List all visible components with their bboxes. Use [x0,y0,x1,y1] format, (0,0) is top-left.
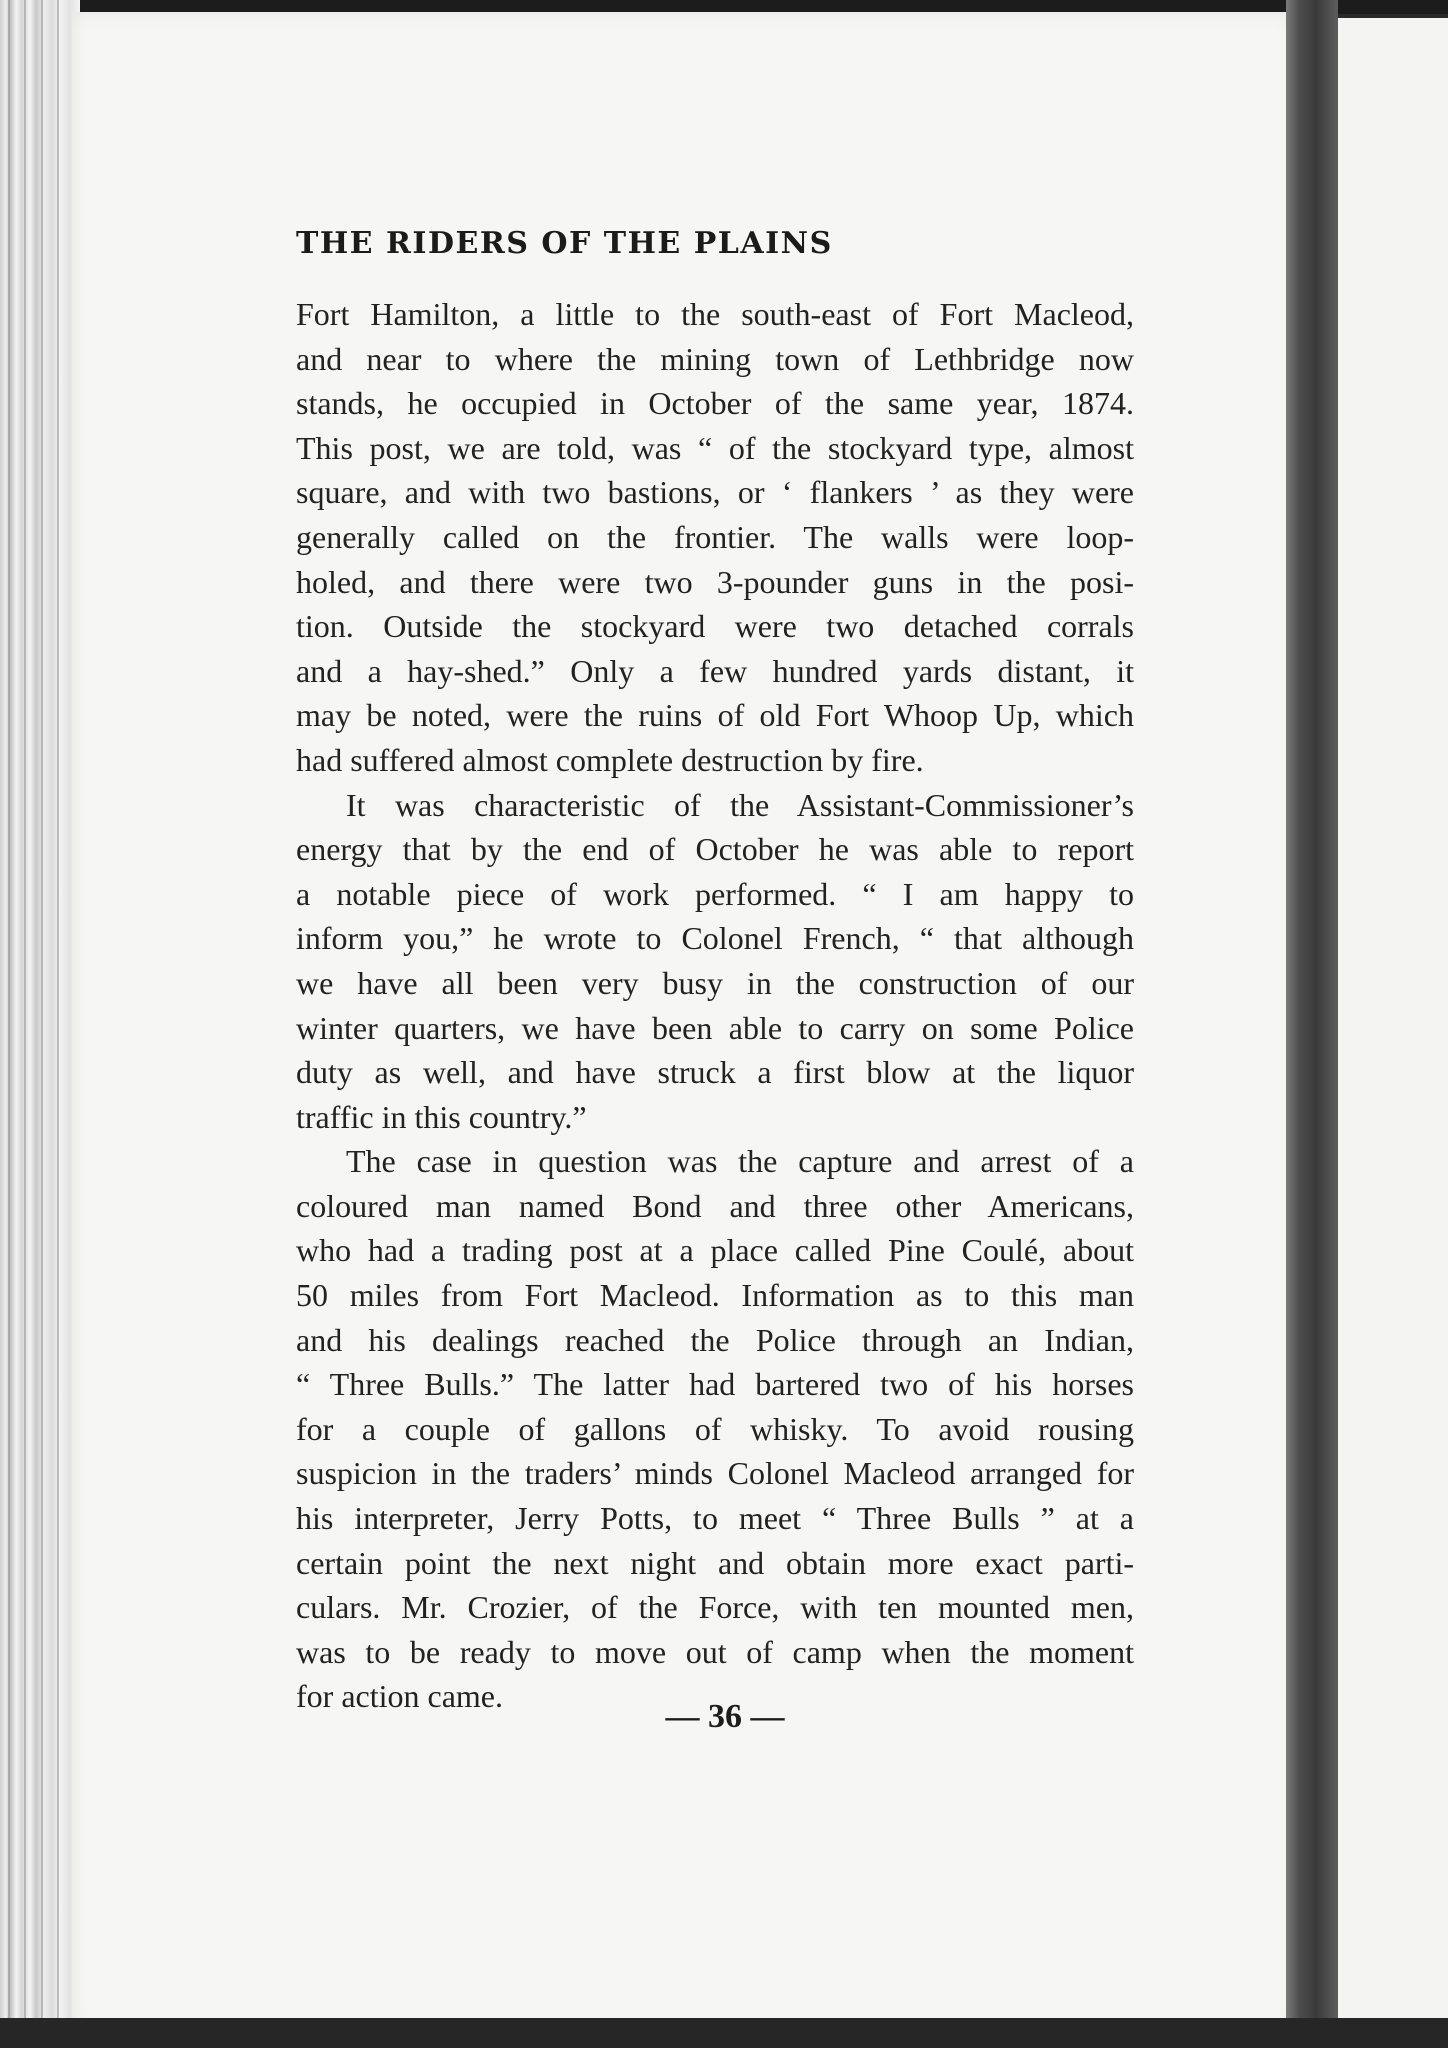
facing-page-edge [1338,18,1448,2048]
text-line: 50 miles from Fort Macleod. Information as to this man [296,1277,1134,1314]
text-line: and his dealings reached the Police through an Indian, [296,1321,1134,1358]
page-edge-line [41,0,43,2048]
text-line: energy that by the end of October he was able to report [296,831,1134,868]
text-line: Fort Hamilton, a little to the south-east of Fort Macleod, [296,296,1134,332]
book-binding-edge [0,0,80,2048]
text-line: generally called on the frontier. The walls were loop- [296,518,1134,555]
text-line: who had a trading post at a place called Pine Coulé, about [296,1232,1134,1269]
text-line: duty as well, and have struck a first blow at the liquor [296,1054,1134,1091]
text-line: culars. Mr. Crozier, of the Force, with ten mounted men, [296,1589,1134,1626]
text-line: “ Three Bulls.” The latter had bartered two of his horses [296,1366,1134,1403]
text-line: suspicion in the traders’ minds Colonel Macleod arranged for [296,1455,1134,1492]
page-edge-line [57,0,59,2048]
text-line: was to be ready to move out of camp when the moment [296,1633,1134,1670]
text-line: square, and with two bastions, or ‘ flankers ’ as they were [296,474,1134,511]
text-line: This post, we are told, was “ of the stockyard type, almost [296,429,1134,466]
page-number: — 36 — [665,1698,785,1735]
paragraph-1 [296,292,1134,783]
text-line: The case in question was the capture and arrest of a [346,1143,1134,1180]
paragraph-3 [296,1139,1134,1719]
page-edge-line [8,0,10,2048]
text-line: certain point the next night and obtain more exact parti- [296,1544,1134,1581]
text-line: we have all been very busy in the construction of our [296,964,1134,1001]
paragraph-2 [296,783,1134,1140]
text-line: may be noted, were the ruins of old Fort Whoop Up, which [296,697,1134,734]
text-line: coloured man named Bond and three other Americans, [296,1187,1134,1224]
text-line: stands, he occupied in October of the same year, 1874. [296,385,1134,422]
text-line: winter quarters, we have been able to carry on some Police [296,1009,1134,1046]
text-line: for action came. [296,1678,503,1715]
page-edge-line [24,0,26,2048]
text-line: holed, and there were two 3-pounder guns in the posi- [296,563,1134,600]
text-line: a notable piece of work performed. “ I am happy to [296,875,1134,912]
body-text [296,292,1134,1719]
text-line: traffic in this country.” [296,1098,587,1135]
text-line: his interpreter, Jerry Potts, to meet “ Three Bulls ” at a [296,1500,1134,1537]
text-line: inform you,” he wrote to Colonel French, “ that although [296,920,1134,957]
scan-bottom-edge [0,2018,1448,2048]
text-line: It was characteristic of the Assistant-Commissioner’s [346,786,1134,823]
text-line: and a hay-shed.” Only a few hundred yards distant, it [296,652,1134,689]
text-line: for a couple of gallons of whisky. To avoid rousing [296,1410,1134,1447]
book-gutter [1286,0,1338,2048]
running-head: THE RIDERS OF THE PLAINS [296,226,833,261]
text-line: tion. Outside the stockyard were two detached corrals [296,608,1134,645]
text-line: and near to where the mining town of Lethbridge now [296,340,1134,377]
text-line: had suffered almost complete destruction by fire. [296,741,924,778]
